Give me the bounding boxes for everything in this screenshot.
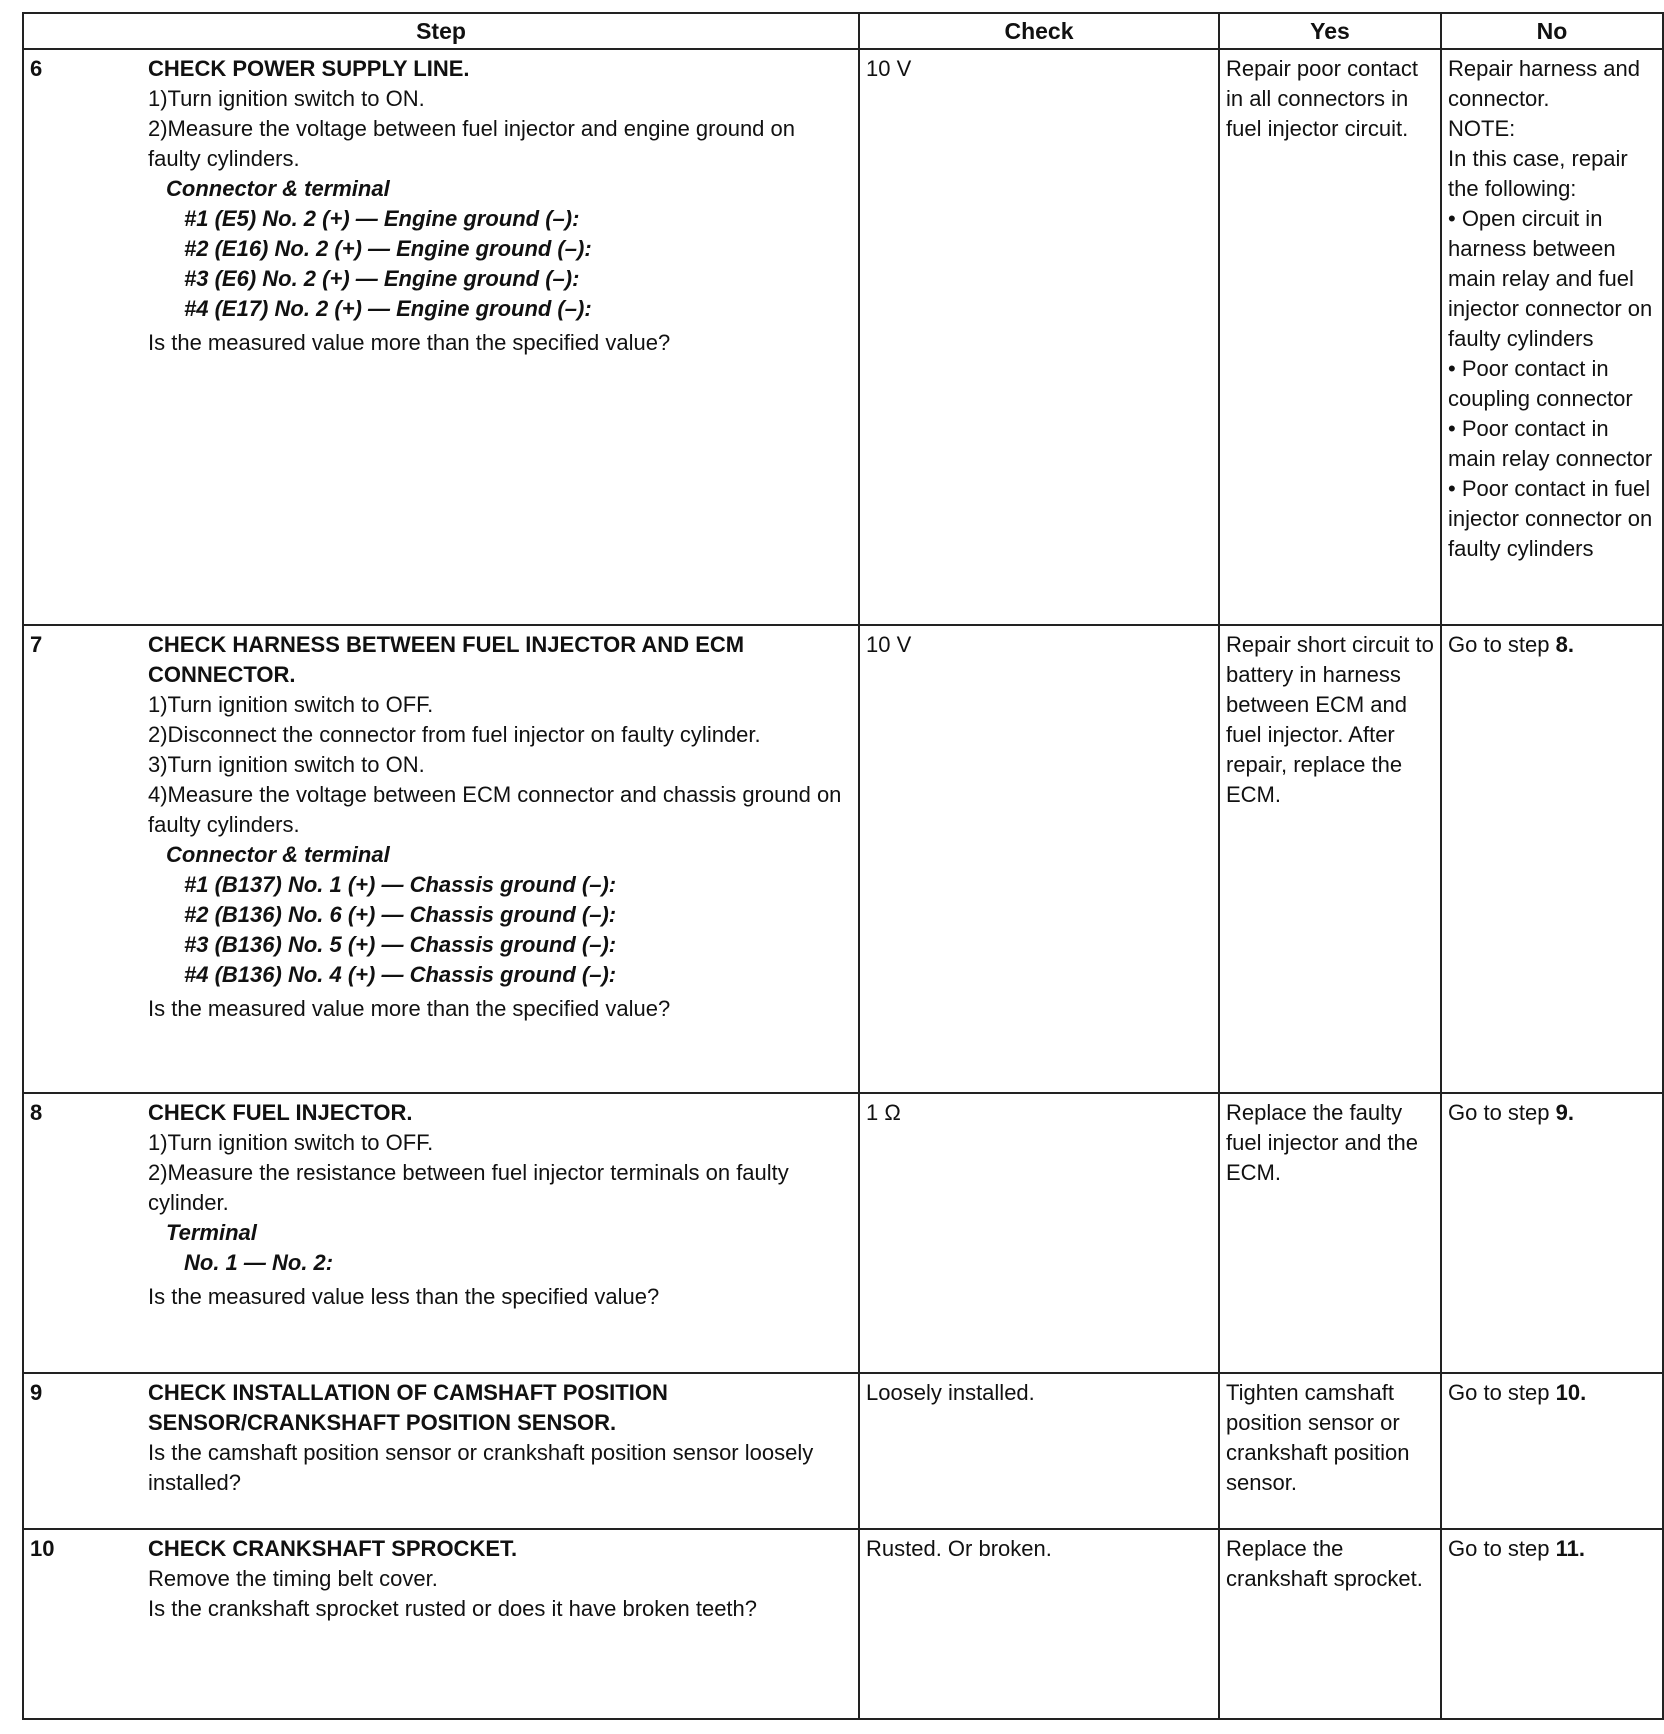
no-action: Go to step xyxy=(1448,1380,1556,1405)
step-cell xyxy=(23,1093,859,1373)
diagnostic-table xyxy=(22,12,1664,1720)
step-question: Is the camshaft position sensor or crankshaft position sensor loosely installed? xyxy=(148,1440,814,1495)
no-action: Repair harness and connector. xyxy=(1448,56,1641,111)
step-title: CHECK CRANKSHAFT SPROCKET. xyxy=(148,1536,518,1561)
diagnostic-procedure-sheet xyxy=(22,12,1653,1720)
step-instruction: 1)Turn ignition switch to ON. xyxy=(148,86,425,111)
step-title: CHECK POWER SUPPLY LINE. xyxy=(148,56,470,81)
no-action: Go to step xyxy=(1448,632,1556,657)
step-number: 10 xyxy=(30,1536,55,1561)
step-number: 6 xyxy=(30,56,43,81)
header-yes: Yes xyxy=(1219,13,1441,49)
step-title: CHECK HARNESS BETWEEN FUEL INJECTOR AND ECM CONNECTOR. xyxy=(148,632,745,687)
header-step: Step xyxy=(23,13,859,49)
step-title: CHECK INSTALLATION OF CAMSHAFT POSITION SENSOR/CRANKSHAFT POSITION SENSOR. xyxy=(148,1380,668,1435)
step-question: Is the measured value more than the specified value? xyxy=(148,330,671,355)
terminal-spec: #2 (B136) No. 6 (+) — Chassis ground (–): xyxy=(184,902,617,927)
no-cell xyxy=(1441,1093,1663,1373)
check-cell: 10 V xyxy=(859,49,1219,625)
step-cell xyxy=(23,49,859,625)
table-row xyxy=(23,1093,1663,1373)
step-instruction: 1)Turn ignition switch to OFF. xyxy=(148,692,434,717)
table-header-row xyxy=(23,13,1663,49)
step-instruction: 4)Measure the voltage between ECM connector and chassis ground on faulty cylinders. xyxy=(148,782,842,837)
terminal-spec: #1 (E5) No. 2 (+) — Engine ground (–): xyxy=(184,206,580,231)
terminal-heading: Connector & terminal xyxy=(166,176,390,201)
check-cell: Loosely installed. xyxy=(859,1373,1219,1529)
no-cell xyxy=(1441,49,1663,625)
step-question: Is the crankshaft sprocket rusted or does it have broken teeth? xyxy=(148,1596,758,1621)
terminal-spec: #4 (B136) No. 4 (+) — Chassis ground (–): xyxy=(184,962,617,987)
step-instruction: 1)Turn ignition switch to OFF. xyxy=(148,1130,434,1155)
terminal-heading: Terminal xyxy=(166,1220,257,1245)
terminal-spec: #2 (E16) No. 2 (+) — Engine ground (–): xyxy=(184,236,592,261)
note-text: In this case, repair the following: xyxy=(1448,146,1628,201)
step-question: Is the measured value more than the specified value? xyxy=(148,996,671,1021)
note-bullet: • Poor contact in coupling connector xyxy=(1448,356,1633,411)
step-number: 9 xyxy=(30,1380,43,1405)
goto-step: 11. xyxy=(1555,1536,1585,1561)
step-number: 8 xyxy=(30,1100,43,1125)
yes-cell: Tighten camshaft position sensor or crankshaft position sensor. xyxy=(1219,1373,1441,1529)
note-bullet: • Poor contact in fuel injector connector on faulty cylinders xyxy=(1448,476,1653,561)
header-check: Check xyxy=(859,13,1219,49)
terminal-spec: #4 (E17) No. 2 (+) — Engine ground (–): xyxy=(184,296,592,321)
no-action: Go to step xyxy=(1448,1100,1556,1125)
step-instruction: 2)Measure the voltage between fuel injector and engine ground on faulty cylinders. xyxy=(148,116,796,171)
check-cell: 10 V xyxy=(859,625,1219,1093)
step-instruction: 2)Disconnect the connector from fuel injector on faulty cylinder. xyxy=(148,722,761,747)
step-cell xyxy=(23,625,859,1093)
terminal-spec: #3 (B136) No. 5 (+) — Chassis ground (–): xyxy=(184,932,617,957)
check-cell: 1 Ω xyxy=(859,1093,1219,1373)
terminal-heading: Connector & terminal xyxy=(166,842,390,867)
table-row xyxy=(23,1373,1663,1529)
note-bullet: • Open circuit in harness between main relay and fuel injector connector on faulty cylinders xyxy=(1448,206,1653,351)
check-cell: Rusted. Or broken. xyxy=(859,1529,1219,1719)
step-instruction: Remove the timing belt cover. xyxy=(148,1566,438,1591)
table-row xyxy=(23,625,1663,1093)
no-cell xyxy=(1441,1373,1663,1529)
step-number: 7 xyxy=(30,632,43,657)
yes-cell: Replace the faulty fuel injector and the ECM. xyxy=(1219,1093,1441,1373)
terminal-spec: No. 1 — No. 2: xyxy=(184,1250,334,1275)
no-action: Go to step xyxy=(1448,1536,1556,1561)
step-instruction: 3)Turn ignition switch to ON. xyxy=(148,752,425,777)
step-cell xyxy=(23,1373,859,1529)
no-cell xyxy=(1441,1529,1663,1719)
terminal-spec: #3 (E6) No. 2 (+) — Engine ground (–): xyxy=(184,266,580,291)
table-row xyxy=(23,1529,1663,1719)
header-no: No xyxy=(1441,13,1663,49)
table-row xyxy=(23,49,1663,625)
step-title: CHECK FUEL INJECTOR. xyxy=(148,1100,413,1125)
step-instruction: 2)Measure the resistance between fuel injector terminals on faulty cylinder. xyxy=(148,1160,789,1215)
note-bullet: • Poor contact in main relay connector xyxy=(1448,416,1653,471)
step-question: Is the measured value less than the specified value? xyxy=(148,1284,660,1309)
goto-step: 8. xyxy=(1555,632,1574,657)
step-cell xyxy=(23,1529,859,1719)
yes-cell: Repair poor contact in all connectors in fuel injector circuit. xyxy=(1219,49,1441,625)
yes-cell: Replace the crankshaft sprocket. xyxy=(1219,1529,1441,1719)
no-cell xyxy=(1441,625,1663,1093)
terminal-spec: #1 (B137) No. 1 (+) — Chassis ground (–): xyxy=(184,872,617,897)
yes-cell: Repair short circuit to battery in harness between ECM and fuel injector. After repair, replace the ECM. xyxy=(1219,625,1441,1093)
note-label: NOTE: xyxy=(1448,116,1516,141)
goto-step: 10. xyxy=(1555,1380,1587,1405)
goto-step: 9. xyxy=(1555,1100,1574,1125)
